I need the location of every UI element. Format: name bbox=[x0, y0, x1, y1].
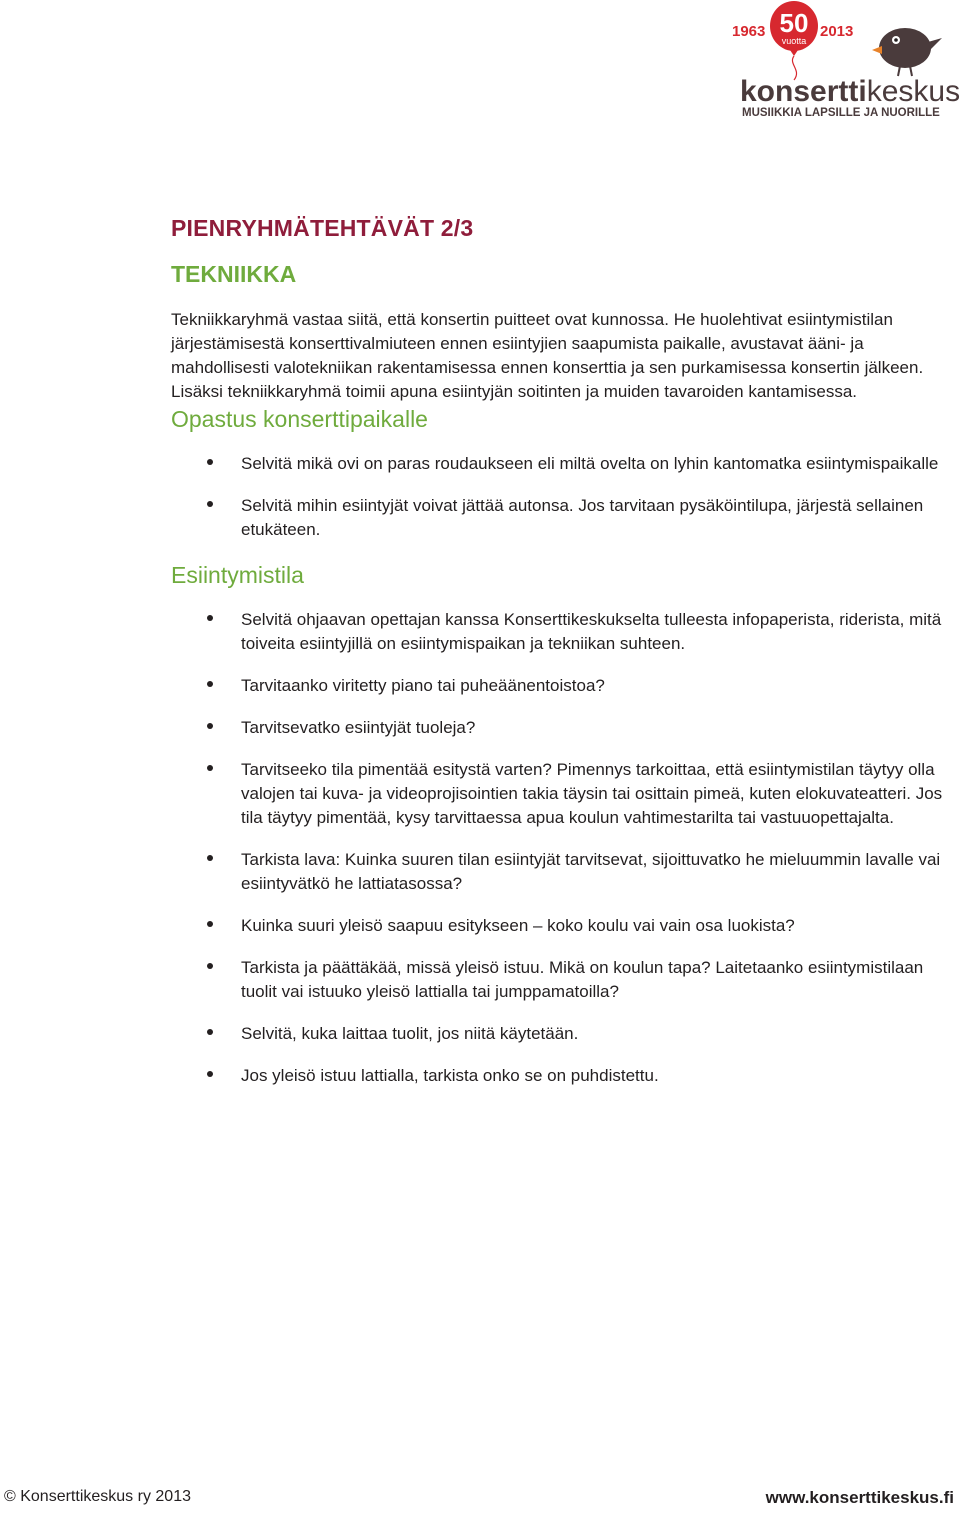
intro-paragraph: Tekniikkaryhmä vastaa siitä, että konsertin puitteet ovat kunnossa. He huolehtivat esiintymistilan järjestämisestä konserttivalmiuteen ennen esiintyjien saapumista paikalle, avustavat ääni- ja mahdollisesti valotekniikan rakentamisessa ennen konserttia ja sen purkamisessa konsertin jälkeen. Lisäksi tekniikkaryhmä toimii apuna esiintyjän soitinten ja muiden tavaroiden kantamisessa. bbox=[171, 310, 924, 401]
list-item: Jos yleisö istuu lattialla, tarkista onko se on puhdistettu. bbox=[171, 1064, 951, 1088]
section-title: TEKNIIKKA bbox=[171, 261, 297, 287]
list-item: Tarvitsevatko esiintyjät tuoleja? bbox=[171, 716, 951, 740]
list-item: Tarkista ja päättäkää, missä yleisö istuu. Mikä on koulun tapa? Laitetaanko esiintymistilaan tuolit vai istuuko yleisö lattialla tai jumppamatoilla? bbox=[171, 956, 951, 1004]
footer-website-link[interactable]: www.konserttikeskus.fi bbox=[765, 1488, 954, 1507]
bullet-icon bbox=[207, 1071, 213, 1077]
bullet-list-opastus bbox=[171, 452, 951, 542]
konserttikeskus-logo bbox=[722, 0, 960, 130]
list-item: Selvitä mihin esiintyjät voivat jättää autonsa. Jos tarvitaan pysäköintilupa, järjestä sellainen etukäteen. bbox=[171, 494, 951, 542]
bullet-list-esiintymistila bbox=[171, 608, 951, 1088]
list-item: Tarvitseeko tila pimentää esitystä varten? Pimennys tarkoittaa, että esiintymistilan täytyy olla valojen tai kuva- ja videoprojisointien takia täysin tai osittain pimeä, kuten elokuvateatteri. Jos tila täytyy pimentää, kysy tarvittaessa apua koulun vahtimestarilta tai vastuuopettajalta. bbox=[171, 758, 951, 830]
anniversary-number: 50 bbox=[779, 8, 809, 38]
bullet-icon bbox=[207, 963, 213, 969]
subheading-opastus: Opastus konserttipaikalle bbox=[171, 406, 428, 432]
bullet-icon bbox=[207, 501, 213, 507]
page-title: PIENRYHMÄTEHTÄVÄT 2/3 bbox=[171, 215, 474, 241]
list-item: Kuinka suuri yleisö saapuu esitykseen – koko koulu vai vain osa luokista? bbox=[171, 914, 951, 938]
anniversary-word: vuotta bbox=[781, 36, 807, 46]
list-item: Selvitä mikä ovi on paras roudaukseen eli miltä ovelta on lyhin kantomatka esiintymispaikalle bbox=[171, 452, 951, 476]
list-item: Selvitä ohjaavan opettajan kanssa Konserttikeskukselta tulleesta infopaperista, riderista, mitä toiveita esiintyjillä on esiintymispaikan ja tekniikan suhteen. bbox=[171, 608, 951, 656]
bullet-icon bbox=[207, 765, 213, 771]
year-start: 1963 bbox=[732, 23, 766, 40]
brand-tagline: MUSIIKKIA LAPSILLE JA NUORILLE bbox=[742, 107, 940, 119]
bullet-icon bbox=[207, 921, 213, 927]
list-item: Selvitä, kuka laittaa tuolit, jos niitä käytetään. bbox=[171, 1022, 951, 1046]
list-item: Tarvitaanko viritetty piano tai puheäänentoistoa? bbox=[171, 674, 951, 698]
document-body bbox=[171, 210, 951, 1106]
bullet-icon bbox=[207, 681, 213, 687]
brand-second: keskus bbox=[866, 75, 960, 108]
list-item: Tarkista lava: Kuinka suuren tilan esiintyjät tarvitsevat, sijoittuvatko he mieluummin lavalle vai esiintyvätkö he lattiatasossa? bbox=[171, 848, 951, 896]
bullet-icon bbox=[207, 459, 213, 465]
bullet-icon bbox=[207, 855, 213, 861]
footer-copyright: © Konserttikeskus ry 2013 bbox=[4, 1488, 191, 1505]
bullet-icon bbox=[207, 615, 213, 621]
bullet-icon bbox=[207, 1029, 213, 1035]
bird-icon bbox=[872, 28, 942, 76]
year-end: 2013 bbox=[820, 23, 854, 40]
subheading-esiintymistila: Esiintymistila bbox=[171, 562, 304, 588]
bullet-icon bbox=[207, 723, 213, 729]
brand-wordmark bbox=[740, 75, 960, 108]
brand-first: konsertti bbox=[740, 75, 867, 108]
